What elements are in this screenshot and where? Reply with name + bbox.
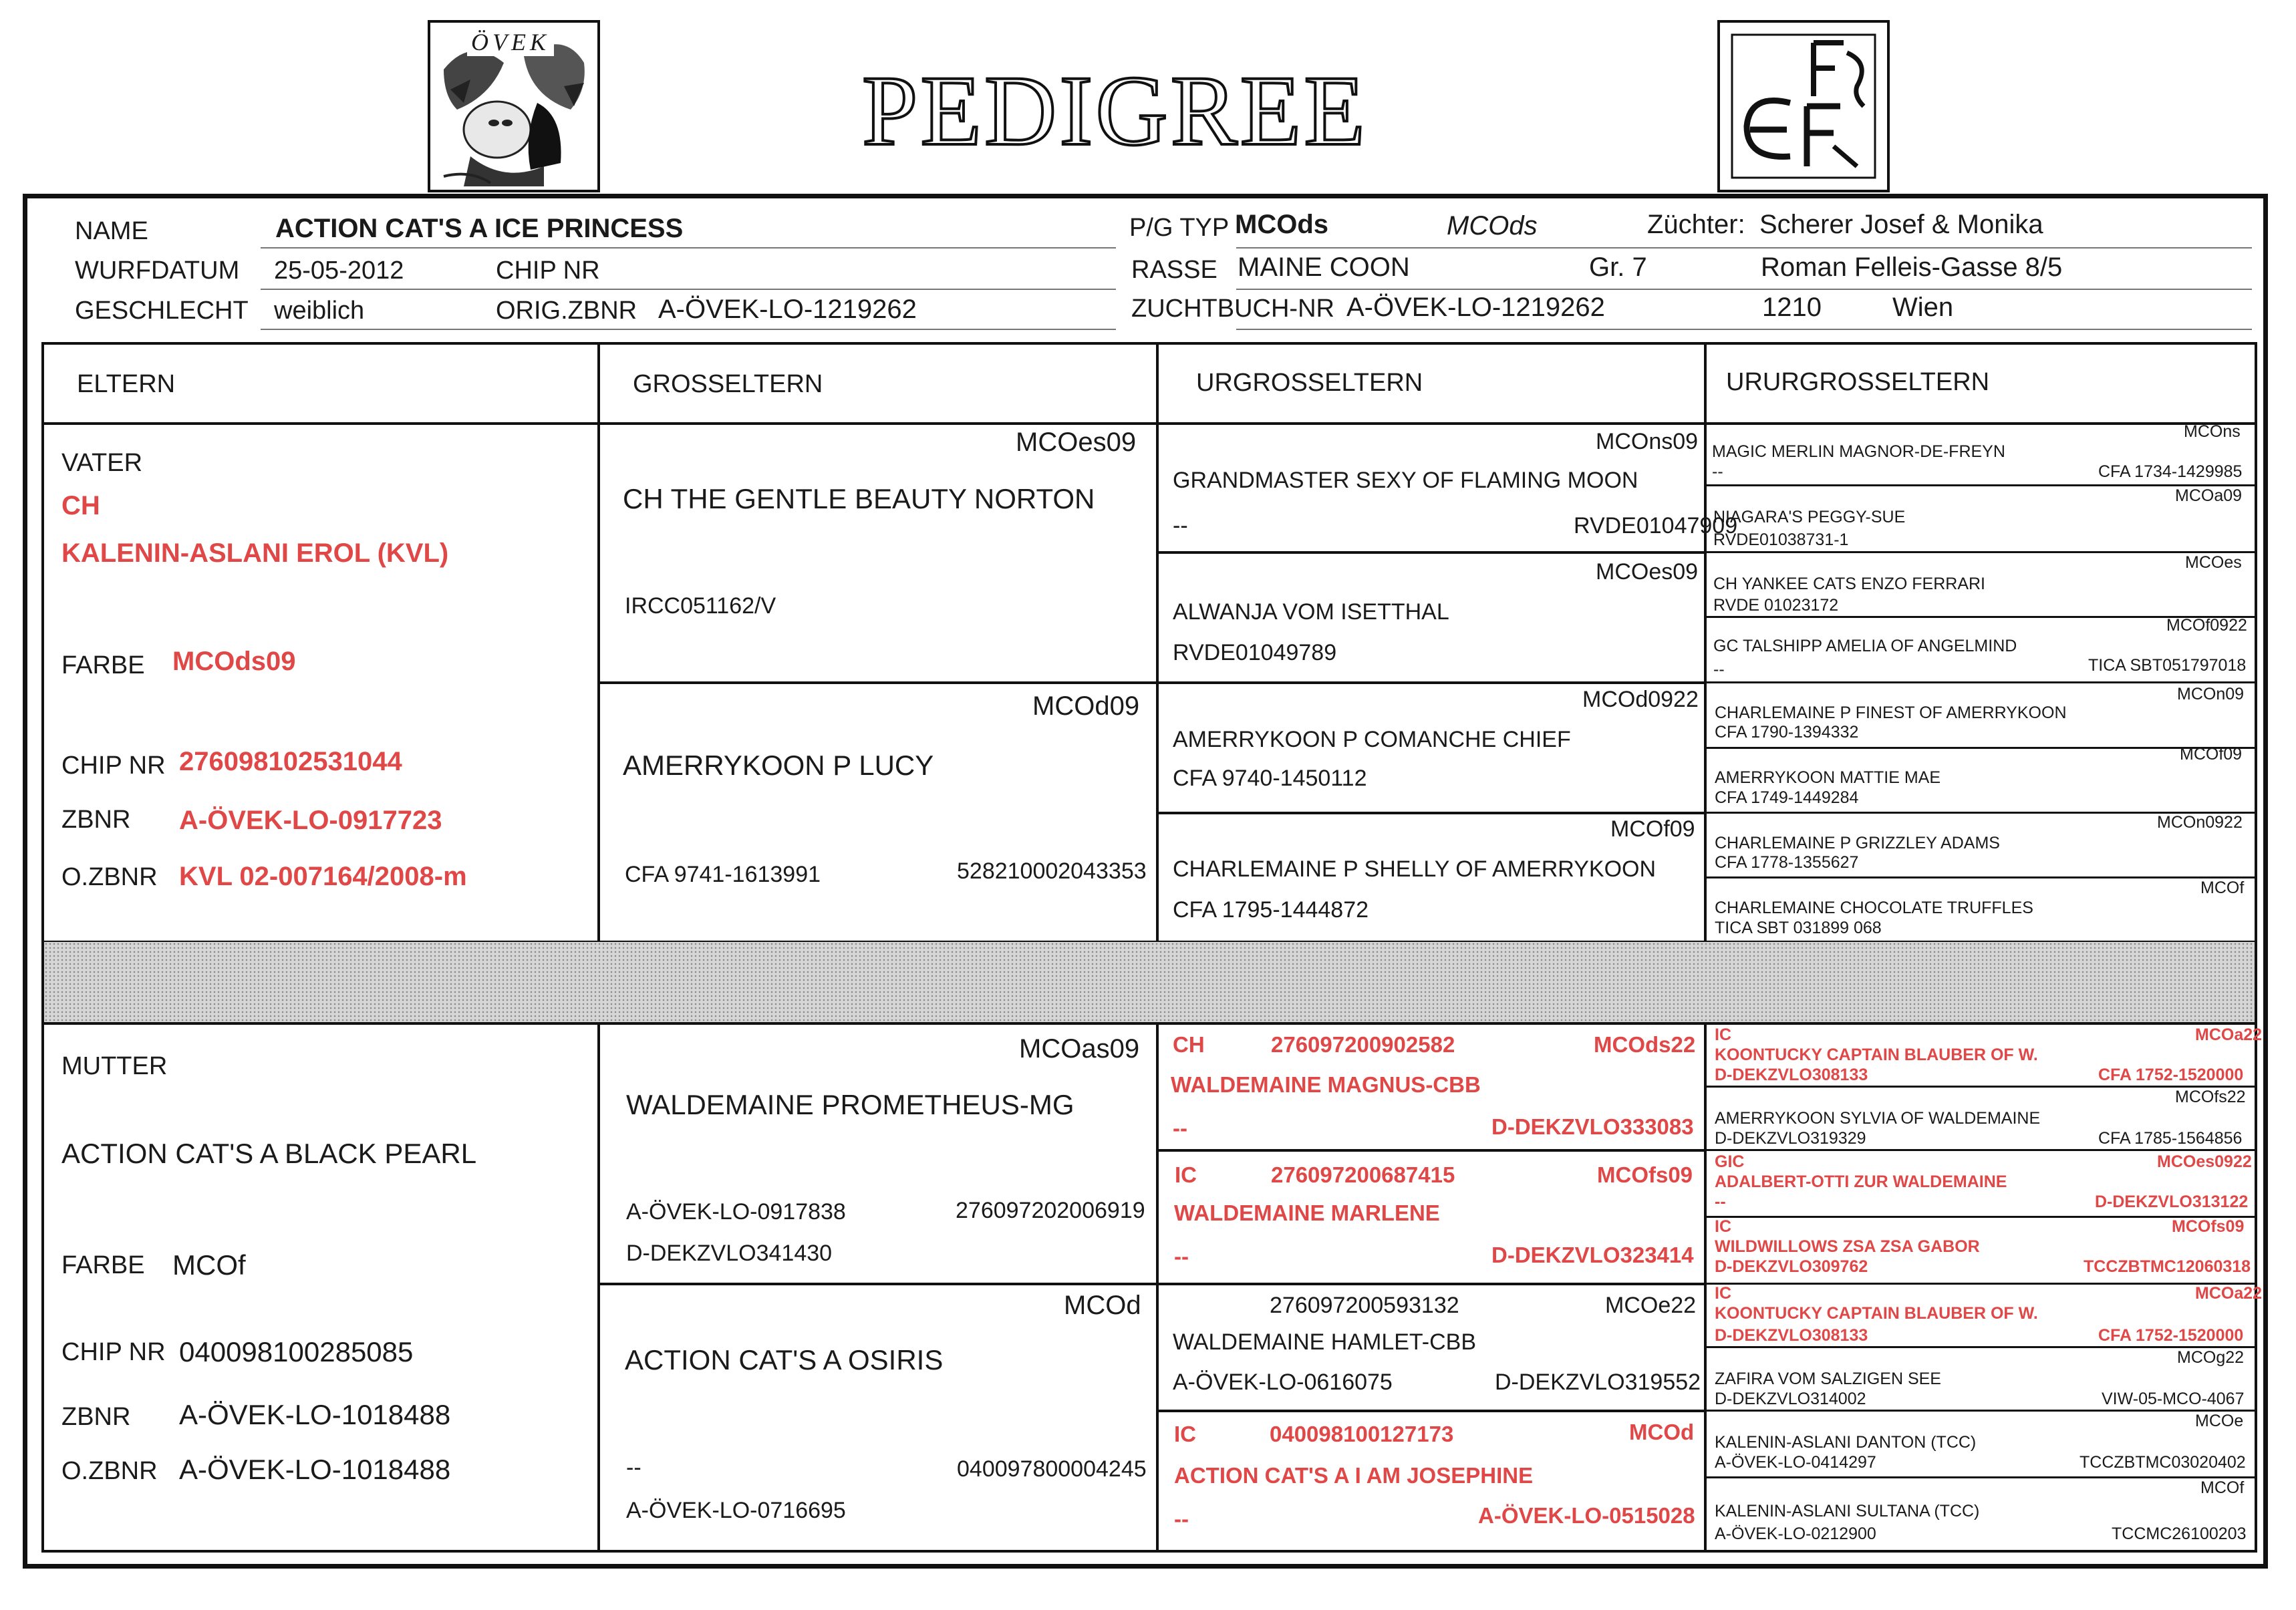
u4-reg: CFA 1795-1444872 xyxy=(1173,897,1369,923)
col-ururgrosseltern: URURGROSSELTERN xyxy=(1726,368,1990,396)
g2-code: MCOd09 xyxy=(1032,691,1140,721)
g4-chip: 040097800004245 xyxy=(957,1456,1147,1482)
uu16-name: KALENIN-ASLANI SULTANA (TCC) xyxy=(1715,1502,1980,1520)
u6-dash: -- xyxy=(1174,1244,1189,1269)
u1-reg: RVDE01047909 xyxy=(1574,513,1738,538)
wurfdatum-label: WURFDATUM xyxy=(75,257,240,285)
uu3-name: CH YANKEE CATS ENZO FERRARI xyxy=(1713,575,1986,593)
u7-code: MCOe22 xyxy=(1605,1293,1697,1318)
zuchtbuch-value: A-ÖVEK-LO-1219262 xyxy=(1346,293,1605,322)
uu16-right: TCCMC26100203 xyxy=(2112,1524,2247,1543)
uu11-code: MCOes0922 xyxy=(2157,1152,2252,1171)
zuchtbuch-label: ZUCHTBUCH-NR xyxy=(1131,295,1334,323)
g3-name: WALDEMAINE PROMETHEUS-MG xyxy=(626,1089,1074,1120)
u8-dash: -- xyxy=(1174,1506,1189,1531)
u3-reg: CFA 9740-1450112 xyxy=(1173,766,1367,791)
uu9-code: MCOa22 xyxy=(2195,1025,2263,1044)
uu4-name: GC TALSHIPP AMELIA OF ANGELMIND xyxy=(1713,637,2017,655)
uu13-name: KOONTUCKY CAPTAIN BLAUBER OF W. xyxy=(1715,1304,2038,1323)
chip-label: CHIP NR xyxy=(496,257,600,285)
uu8-left: TICA SBT 031899 068 xyxy=(1715,919,1882,937)
u2-code: MCOes09 xyxy=(1596,559,1699,585)
uu16-code: MCOf xyxy=(2200,1478,2245,1497)
u7-reg2: D-DEKZVLO319552 xyxy=(1495,1370,1701,1395)
uu14-right: VIW-05-MCO-4067 xyxy=(2102,1390,2245,1408)
g2-name: AMERRYKOON P LUCY xyxy=(623,750,934,781)
u1-name: GRANDMASTER SEXY OF FLAMING MOON xyxy=(1173,468,1638,493)
wurfdatum-value: 25-05-2012 xyxy=(274,257,404,285)
fife-logo-text: FIFe xyxy=(1720,23,1723,24)
divider-band xyxy=(44,942,2255,1023)
rasse-value: MAINE COON xyxy=(1238,253,1410,282)
g1-code: MCOes09 xyxy=(1016,428,1137,457)
uu7-left: CFA 1778-1355627 xyxy=(1715,853,1859,872)
uu7-name: CHARLEMAINE P GRIZZLEY ADAMS xyxy=(1715,834,2000,852)
uu3-left: RVDE 01023172 xyxy=(1713,596,1839,615)
u2-name: ALWANJA VOM ISETTHAL xyxy=(1173,599,1449,625)
mutter-zbnr-label: ZBNR xyxy=(61,1403,131,1431)
uu5-name: CHARLEMAINE P FINEST OF AMERRYKOON xyxy=(1715,703,2067,722)
u5-reg: D-DEKZVLO333083 xyxy=(1491,1114,1694,1139)
cat-name: ACTION CAT'S A ICE PRINCESS xyxy=(275,214,684,243)
vater-chip-label: CHIP NR xyxy=(61,752,166,780)
uu14-code: MCOg22 xyxy=(2177,1348,2245,1367)
pg-typ-value: MCOds xyxy=(1235,210,1328,239)
geschlecht-value: weiblich xyxy=(274,297,365,325)
page-title: PEDIGREE xyxy=(862,55,1368,166)
u5-title: CH xyxy=(1173,1032,1205,1057)
g4-reg: A-ÖVEK-LO-0716695 xyxy=(626,1498,846,1523)
uu14-left: D-DEKZVLO314002 xyxy=(1715,1390,1866,1408)
uu7-code: MCOn0922 xyxy=(2157,813,2243,832)
orig-zbnr-value: A-ÖVEK-LO-1219262 xyxy=(658,295,917,324)
uu12-right: TCCZBTMC12060318 xyxy=(2084,1257,2251,1276)
g3-reg: A-ÖVEK-LO-0917838 xyxy=(626,1199,846,1225)
col-urgrosseltern: URGROSSELTERN xyxy=(1196,369,1423,397)
g4-code: MCOd xyxy=(1064,1291,1141,1320)
vater-title: CH xyxy=(61,491,100,520)
uu15-left: A-ÖVEK-LO-0414297 xyxy=(1715,1453,1876,1472)
vater-zbnr-label: ZBNR xyxy=(61,806,131,834)
uu8-code: MCOf xyxy=(2200,878,2245,897)
uu15-name: KALENIN-ASLANI DANTON (TCC) xyxy=(1715,1433,1977,1452)
uu10-code: MCOfs22 xyxy=(2175,1088,2246,1106)
uu12-name: WILDWILLOWS ZSA ZSA GABOR xyxy=(1715,1237,1980,1256)
uu11-right: D-DEKZVLO313122 xyxy=(2095,1192,2249,1211)
u8-title: IC xyxy=(1174,1422,1196,1446)
name-label: NAME xyxy=(75,217,148,245)
geschlecht-label: GESCHLECHT xyxy=(75,297,249,325)
uu2-name: NIAGARA'S PEGGY-SUE xyxy=(1713,508,1906,526)
uu1-right: CFA 1734-1429985 xyxy=(2098,462,2243,481)
col-grosseltern: GROSSELTERN xyxy=(633,370,823,398)
uu16-left: A-ÖVEK-LO-0212900 xyxy=(1715,1524,1876,1543)
uu6-left: CFA 1749-1449284 xyxy=(1715,788,1859,807)
u1-code: MCOns09 xyxy=(1596,429,1699,454)
uu9-name: KOONTUCKY CAPTAIN BLAUBER OF W. xyxy=(1715,1045,2038,1064)
uu14-name: ZAFIRA VOM SALZIGEN SEE xyxy=(1715,1370,1941,1388)
mutter-zbnr: A-ÖVEK-LO-1018488 xyxy=(179,1399,451,1430)
uu5-code: MCOn09 xyxy=(2177,685,2245,703)
zuechter-value: Scherer Josef & Monika xyxy=(1759,210,2043,239)
u5-dash: -- xyxy=(1173,1116,1187,1140)
vater-ozbnr-label: O.ZBNR xyxy=(61,863,158,891)
mutter-farbe: MCOf xyxy=(172,1249,246,1281)
uu2-code: MCOa09 xyxy=(2175,486,2243,505)
u7-name: WALDEMAINE HAMLET-CBB xyxy=(1173,1329,1477,1355)
u1-dash: -- xyxy=(1173,513,1188,538)
vater-zbnr: A-ÖVEK-LO-0917723 xyxy=(179,806,442,835)
u6-title: IC xyxy=(1175,1162,1197,1187)
uu1-name: MAGIC MERLIN MAGNOR-DE-FREYN xyxy=(1712,442,2005,461)
uu13-left: D-DEKZVLO308133 xyxy=(1715,1326,1868,1345)
oevek-logo xyxy=(428,20,600,192)
uu4-right: TICA SBT051797018 xyxy=(2088,656,2247,675)
mutter-label: MUTTER xyxy=(61,1052,168,1080)
mutter-ozbnr-label: O.ZBNR xyxy=(61,1457,158,1485)
uu13-right: CFA 1752-1520000 xyxy=(2098,1326,2244,1345)
g2-reg: CFA 9741-1613991 xyxy=(625,862,821,887)
g1-reg: IRCC051162/V xyxy=(625,593,776,619)
u5-code: MCOds22 xyxy=(1594,1032,1696,1057)
oevek-logo-text: ÖVEK xyxy=(467,28,554,56)
uu13-code: MCOa22 xyxy=(2195,1284,2263,1303)
uu2-left: RVDE01038731-1 xyxy=(1713,530,1849,549)
u4-code: MCOf09 xyxy=(1610,816,1695,842)
vater-farbe-label: FARBE xyxy=(61,651,145,679)
uu11-title: GIC xyxy=(1715,1152,1745,1171)
uu1-left: -- xyxy=(1712,462,1723,481)
u5-name: WALDEMAINE MAGNUS-CBB xyxy=(1171,1072,1481,1097)
g3-reg2: D-DEKZVLO341430 xyxy=(626,1241,833,1266)
fife-logo xyxy=(1717,20,1890,192)
gruppe-value: Gr. 7 xyxy=(1589,253,1647,282)
vater-name: KALENIN-ASLANI EROL (KVL) xyxy=(61,538,449,568)
uu13-title: IC xyxy=(1715,1284,1731,1303)
u6-code: MCOfs09 xyxy=(1597,1162,1693,1187)
mutter-chip: 040098100285085 xyxy=(179,1336,414,1367)
uu9-title: IC xyxy=(1715,1025,1731,1044)
uu8-name: CHARLEMAINE CHOCOLATE TRUFFLES xyxy=(1715,899,2033,917)
uu4-left: -- xyxy=(1713,660,1725,679)
mutter-chip-label: CHIP NR xyxy=(61,1338,166,1366)
uu4-code: MCOf0922 xyxy=(2166,616,2247,635)
mutter-ozbnr: A-ÖVEK-LO-1018488 xyxy=(179,1454,451,1485)
mutter-farbe-label: FARBE xyxy=(61,1251,145,1279)
u8-code: MCOd xyxy=(1629,1420,1695,1444)
vater-ozbnr: KVL 02-007164/2008-m xyxy=(179,862,467,891)
uu9-left: D-DEKZVLO308133 xyxy=(1715,1066,1868,1084)
uu9-right: CFA 1752-1520000 xyxy=(2098,1066,2244,1084)
u5-chip: 276097200902582 xyxy=(1271,1032,1455,1057)
g1-name: CH THE GENTLE BEAUTY NORTON xyxy=(623,483,1095,514)
uu12-title: IC xyxy=(1715,1217,1731,1236)
g2-chip: 528210002043353 xyxy=(957,858,1147,884)
g4-dash: -- xyxy=(626,1455,641,1480)
uu10-right: CFA 1785-1564856 xyxy=(2098,1129,2243,1148)
u3-code: MCOd0922 xyxy=(1582,687,1699,712)
u8-reg: A-ÖVEK-LO-0515028 xyxy=(1478,1503,1695,1528)
u7-reg: A-ÖVEK-LO-0616075 xyxy=(1173,1370,1393,1395)
u3-name: AMERRYKOON P COMANCHE CHIEF xyxy=(1173,727,1571,752)
g3-code: MCOas09 xyxy=(1019,1034,1140,1064)
vater-farbe: MCOds09 xyxy=(172,647,296,676)
pg-typ-label: P/G TYP xyxy=(1129,214,1230,242)
col-eltern: ELTERN xyxy=(77,370,176,398)
vater-chip: 276098102531044 xyxy=(179,747,402,776)
uu12-left: D-DEKZVLO309762 xyxy=(1715,1257,1868,1276)
zuechter-label: Züchter: xyxy=(1647,210,1745,239)
uu3-code: MCOes xyxy=(2185,553,2242,572)
u6-name: WALDEMAINE MARLENE xyxy=(1174,1200,1440,1225)
uu10-name: AMERRYKOON SYLVIA OF WALDEMAINE xyxy=(1715,1109,2041,1128)
rasse-label: RASSE xyxy=(1131,256,1217,284)
pg-typ-italic: MCOds xyxy=(1447,211,1538,240)
orig-zbnr-label: ORIG.ZBNR xyxy=(496,297,637,325)
address-street: Roman Felleis-Gasse 8/5 xyxy=(1761,253,2063,282)
uu15-code: MCOe xyxy=(2195,1412,2244,1430)
u2-reg: RVDE01049789 xyxy=(1173,640,1337,665)
vater-label: VATER xyxy=(61,449,143,477)
u8-name: ACTION CAT'S A I AM JOSEPHINE xyxy=(1174,1463,1534,1488)
u6-chip: 276097200687415 xyxy=(1271,1162,1455,1187)
u7-chip: 276097200593132 xyxy=(1270,1293,1459,1318)
uu12-code: MCOfs09 xyxy=(2172,1217,2245,1236)
g4-name: ACTION CAT'S A OSIRIS xyxy=(625,1344,944,1376)
mutter-name: ACTION CAT'S A BLACK PEARL xyxy=(61,1138,477,1169)
uu15-right: TCCZBTMC03020402 xyxy=(2079,1453,2246,1472)
address-plz: 1210 xyxy=(1762,293,1822,322)
uu11-name: ADALBERT-OTTI ZUR WALDEMAINE xyxy=(1715,1172,2007,1191)
uu6-name: AMERRYKOON MATTIE MAE xyxy=(1715,768,1941,787)
address-ort: Wien xyxy=(1892,293,1954,322)
uu6-code: MCOf09 xyxy=(2180,745,2243,764)
u8-chip: 040098100127173 xyxy=(1270,1422,1454,1446)
u6-reg: D-DEKZVLO323414 xyxy=(1491,1243,1694,1267)
fife-emblem-icon xyxy=(1720,23,1887,190)
uu10-left: D-DEKZVLO319329 xyxy=(1715,1129,1866,1148)
u4-name: CHARLEMAINE P SHELLY OF AMERRYKOON xyxy=(1173,856,1657,882)
uu5-left: CFA 1790-1394332 xyxy=(1715,723,1859,742)
uu11-left: -- xyxy=(1715,1192,1726,1211)
uu1-code: MCOns xyxy=(2184,422,2241,441)
g3-chip: 276097202006919 xyxy=(956,1198,1145,1223)
